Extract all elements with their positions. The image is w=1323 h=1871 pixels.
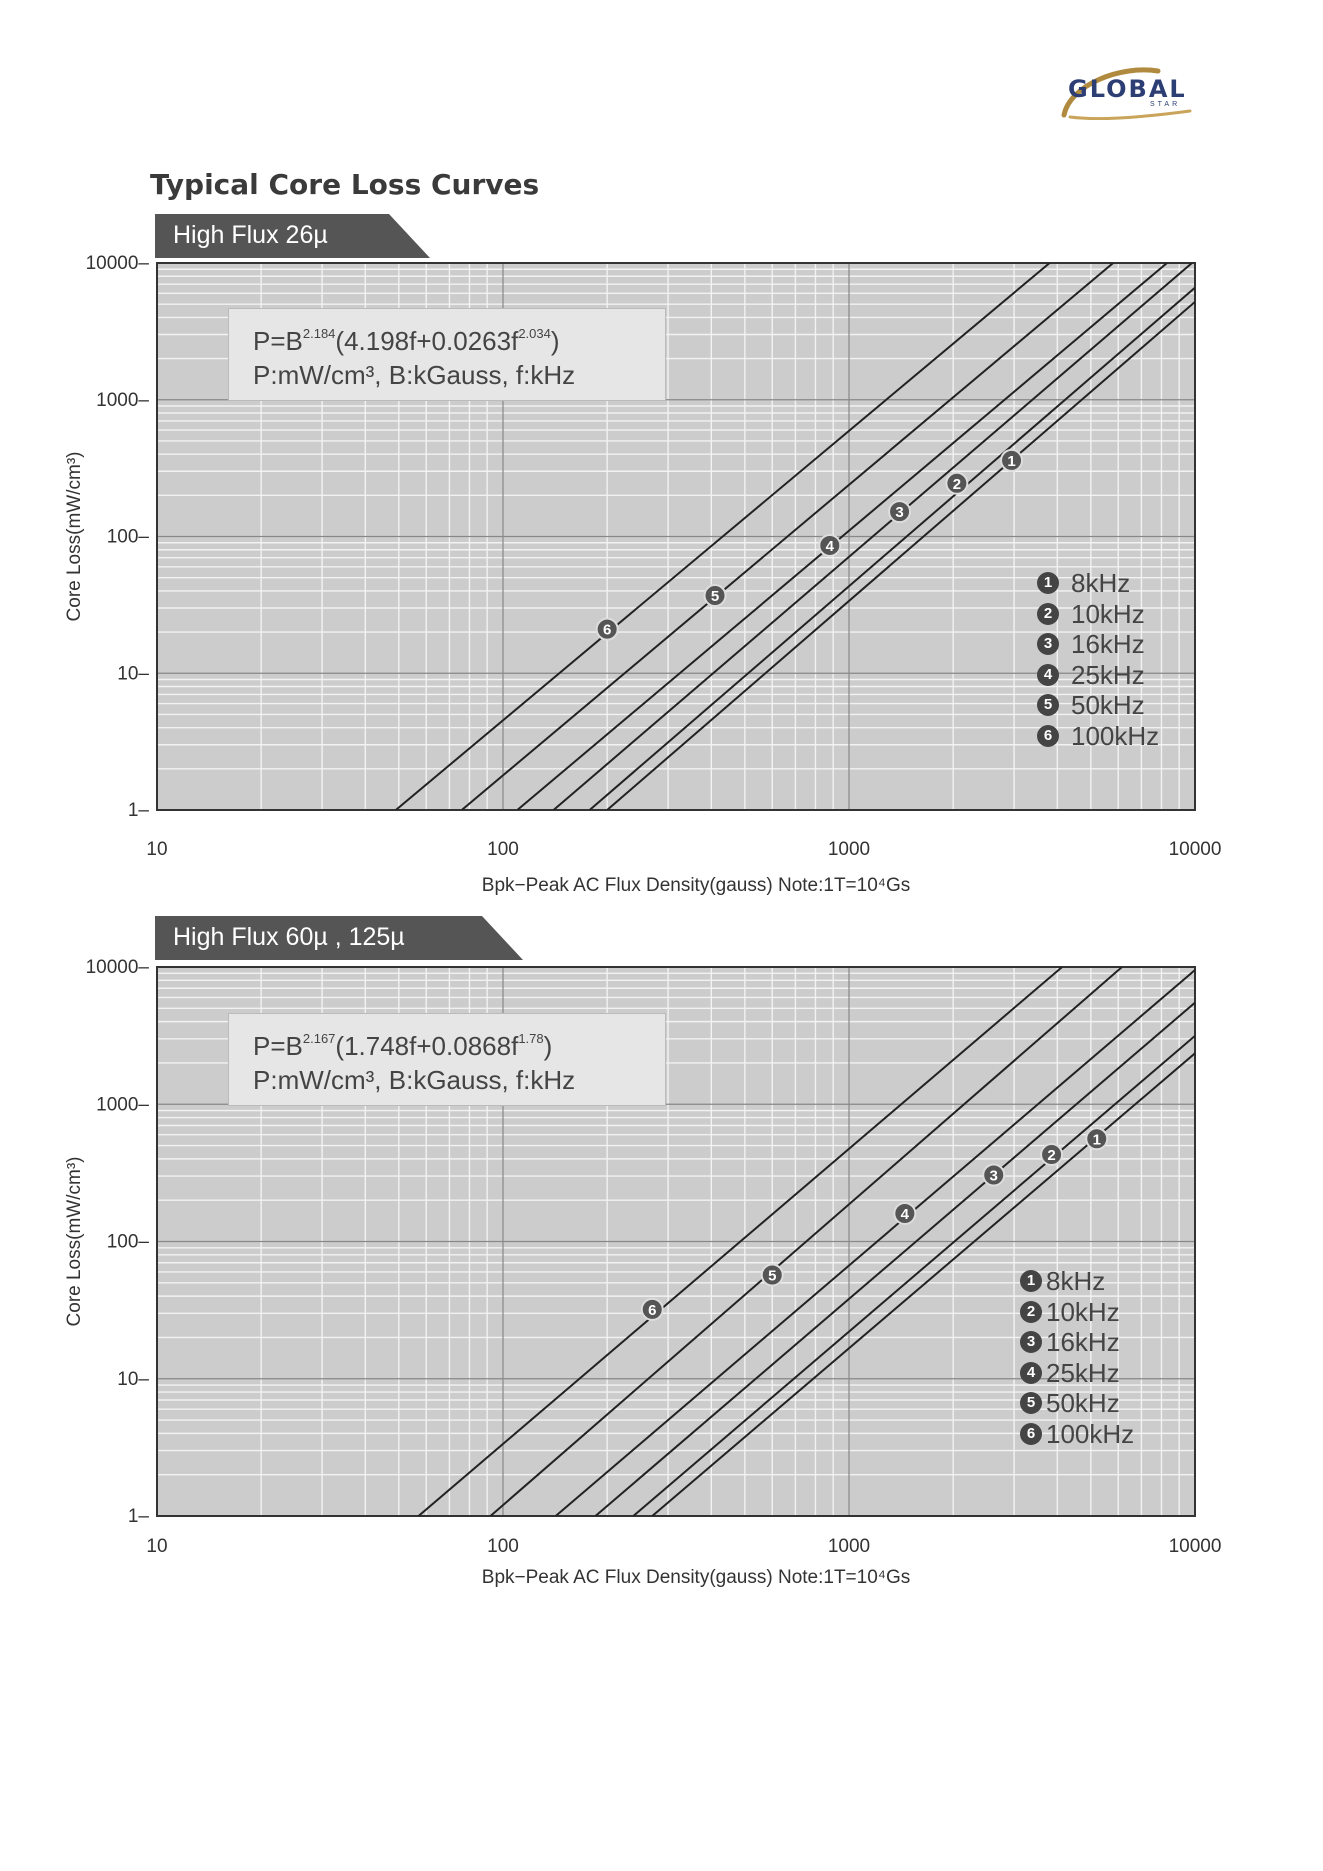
legend-item (1020, 1358, 1134, 1389)
x-tick-label: 10 (146, 1536, 168, 1557)
svg-text:4: 4 (900, 1205, 910, 1223)
svg-text:4: 4 (825, 537, 834, 555)
x-tick-label: 100 (487, 839, 519, 860)
y-tick-label: 1– (127, 800, 149, 821)
legend-label: 8kHz (1046, 1266, 1106, 1296)
y-tick-label: 1– (127, 1506, 149, 1527)
legend-label: 25kHz (1071, 659, 1145, 690)
svg-text:6: 6 (602, 621, 612, 639)
svg-text:1: 1 (1007, 452, 1016, 470)
legend-label: 25kHz (1046, 1357, 1120, 1388)
page-title: Typical Core Loss Curves (150, 168, 540, 201)
legend-marker: 2 (1037, 603, 1059, 625)
legend-marker: 4 (1020, 1362, 1042, 1384)
svg-text:2: 2 (952, 475, 962, 493)
series-marker-16kHz (983, 1165, 1004, 1186)
legend-marker: 2 (1020, 1301, 1042, 1323)
formula-equation: $P=B^{2.167}(1.748f+0.0868f^{1.78})$ (253, 1031, 553, 1061)
svg-text:5: 5 (710, 588, 720, 606)
series-marker-8kHz (1086, 1128, 1107, 1149)
legend-marker: 3 (1020, 1331, 1042, 1353)
svg-text:3: 3 (989, 1167, 998, 1185)
legend-item (1020, 1388, 1134, 1419)
formula-equation: $P=B^{2.184}(4.198f+0.0263f^{2.034})$ (253, 326, 560, 356)
y-tick-label: 100– (106, 1231, 149, 1253)
legend-marker: 6 (1020, 1423, 1042, 1445)
y-tick-label: 10– (117, 1368, 149, 1390)
svg-text:6: 6 (648, 1301, 657, 1319)
brand-name: GLOBAL (1068, 75, 1187, 103)
brand-sub: STAR (1150, 101, 1181, 108)
svg-text:5: 5 (768, 1267, 777, 1285)
y-tick-label: 10– (117, 663, 149, 685)
legend-item (1020, 1327, 1134, 1358)
x-tick-label: 100 (487, 1536, 519, 1557)
legend-label: 100kHz (1046, 1418, 1135, 1449)
y-tick-label: 10000– (85, 253, 149, 274)
chart-1-title: High Flux 26µ (173, 221, 328, 249)
legend-label: 50kHz (1071, 690, 1145, 720)
svg-text:2: 2 (1047, 1147, 1056, 1165)
legend-marker: 4 (1037, 664, 1059, 686)
legend-item (1020, 1266, 1134, 1297)
svg-text:3: 3 (895, 504, 904, 522)
x-tick-label: 10000 (1168, 839, 1222, 860)
chart-2-formula (228, 1013, 666, 1106)
y-tick-label: 1000– (96, 1094, 149, 1116)
legend-marker: 5 (1020, 1392, 1042, 1414)
legend-marker: 1 (1037, 572, 1059, 594)
series-marker-10kHz (1041, 1144, 1062, 1165)
legend-label: 100kHz (1071, 720, 1160, 751)
x-tick-label: 1000 (827, 839, 871, 860)
y-axis-label: Core Loss(mW/cm³) (64, 451, 85, 622)
y-axis-label: Core Loss(mW/cm³) (64, 1156, 85, 1327)
x-axis-label: Bpk−Peak AC Flux Density(gauss) Note:1T=10⁴Gs (481, 1567, 911, 1588)
x-axis-label: Bpk−Peak AC Flux Density(gauss) Note:1T=10⁴Gs (481, 875, 911, 896)
legend-marker: 5 (1037, 694, 1059, 716)
legend-item (1020, 1419, 1134, 1450)
legend-marker: 6 (1037, 725, 1059, 747)
formula-units: P:mW/cm³, B:kGauss, f:kHz (253, 360, 576, 390)
chart-2-title: High Flux 60µ , 125µ (173, 923, 405, 951)
y-tick-label: 1000– (96, 389, 149, 411)
series-marker-50kHz (762, 1265, 783, 1286)
legend-label: 16kHz (1046, 1327, 1120, 1357)
y-tick-label: 100– (106, 526, 149, 548)
formula-units: P:mW/cm³, B:kGauss, f:kHz (253, 1065, 576, 1095)
legend-item (1020, 1297, 1134, 1328)
x-tick-label: 1000 (827, 1536, 871, 1557)
series-marker-100kHz (642, 1299, 663, 1320)
legend-label: 16kHz (1071, 629, 1145, 659)
y-tick-label: 10000– (85, 957, 149, 978)
legend-marker: 1 (1020, 1270, 1042, 1292)
legend-label: 10kHz (1046, 1296, 1120, 1327)
legend-marker: 3 (1037, 633, 1059, 655)
series-marker-25kHz (894, 1203, 915, 1224)
legend-label: 50kHz (1046, 1388, 1120, 1418)
svg-text:1: 1 (1092, 1131, 1101, 1149)
legend-label: 10kHz (1071, 598, 1145, 629)
x-tick-label: 10000 (1168, 1536, 1222, 1557)
x-tick-label: 10 (146, 839, 168, 860)
legend-label: 8kHz (1071, 568, 1131, 598)
chart-2-legend (1020, 1266, 1134, 1449)
